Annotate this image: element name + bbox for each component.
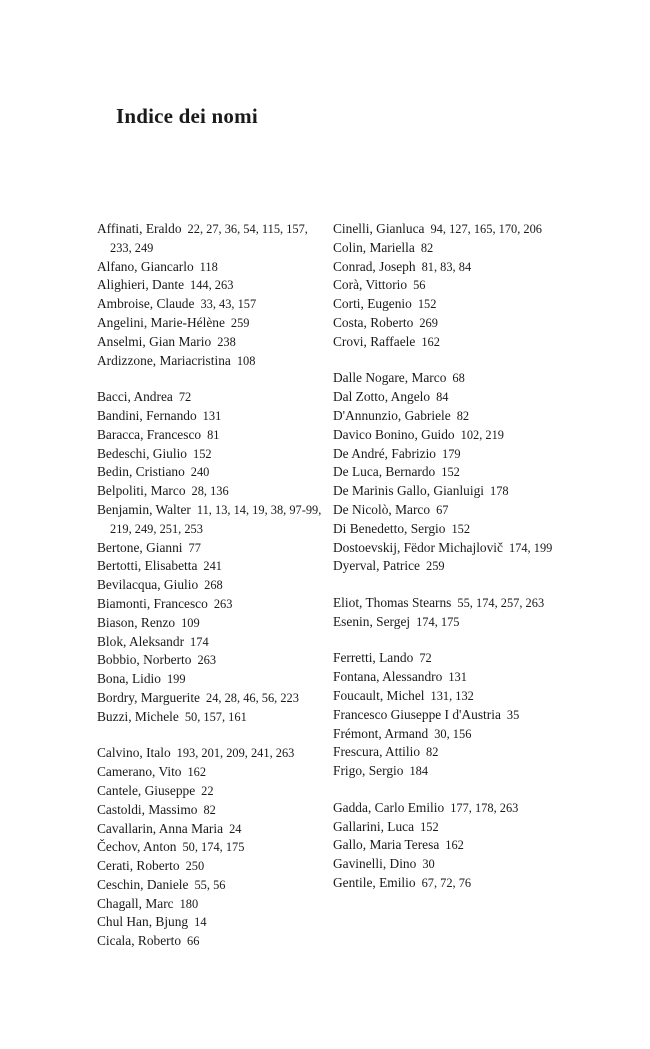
entry-pages: 14 xyxy=(194,915,207,930)
index-entry xyxy=(97,744,327,763)
entry-name: De Nicolò, Marco xyxy=(333,501,431,517)
entry-pages: 67, 72, 76 xyxy=(421,875,472,890)
entry-name: Anselmi, Gian Mario xyxy=(97,333,212,349)
entry-pages: 108 xyxy=(236,353,256,368)
index-entry xyxy=(97,220,327,258)
entry-name: Bedin, Cristiano xyxy=(97,464,185,480)
entry-pages: 131 xyxy=(202,408,222,423)
entry-pages: 28, 136 xyxy=(191,484,229,499)
index-entry xyxy=(97,314,327,333)
index-entry xyxy=(333,295,563,314)
entry-name: Di Benedetto, Sergio xyxy=(333,520,446,536)
index-entry xyxy=(97,407,327,426)
index-entry xyxy=(97,463,327,482)
index-entry xyxy=(97,913,327,932)
entry-name: Ceschin, Daniele xyxy=(97,876,189,892)
entry-name: Costa, Roberto xyxy=(333,314,414,330)
index-entry xyxy=(97,689,327,708)
entry-name: Gentile, Emilio xyxy=(333,874,416,890)
index-entry xyxy=(333,818,563,837)
index-entry xyxy=(333,762,563,781)
index-entry xyxy=(97,576,327,595)
entry-pages: 55, 174, 257, 263 xyxy=(457,595,545,610)
entry-pages: 174, 175 xyxy=(416,614,460,629)
entry-name: Francesco Giuseppe I d'Austria xyxy=(333,706,501,722)
entry-pages: 193, 201, 209, 241, 263 xyxy=(176,746,295,761)
entry-name: Esenin, Sergej xyxy=(333,613,411,629)
index-entry xyxy=(333,649,563,668)
entry-pages: 102, 219 xyxy=(460,427,504,442)
entry-name: Cantele, Giuseppe xyxy=(97,782,196,798)
index-entry xyxy=(97,876,327,895)
index-letter-group xyxy=(97,388,327,726)
entry-name: Frescura, Attilio xyxy=(333,744,421,760)
entry-pages: 72 xyxy=(178,390,192,405)
index-entry xyxy=(333,258,563,277)
entry-name: De Luca, Bernardo xyxy=(333,464,436,480)
index-entry xyxy=(97,352,327,371)
entry-pages: 66 xyxy=(187,934,200,949)
entry-name: Cavallarin, Anna Maria xyxy=(97,820,224,836)
entry-name: Frémont, Armand xyxy=(333,725,429,741)
entry-pages: 250 xyxy=(185,859,205,874)
entry-name: Chul Han, Bjung xyxy=(97,914,189,930)
index-entry xyxy=(97,670,327,689)
index-entry xyxy=(333,725,563,744)
entry-pages: 174 xyxy=(190,634,209,649)
entry-pages: 162 xyxy=(421,334,440,349)
entry-pages: 263 xyxy=(197,653,217,668)
entry-name: Dostoevskij, Fëdor Michajlovič xyxy=(333,539,503,555)
entry-name: Belpoliti, Marco xyxy=(97,483,186,499)
index-entry xyxy=(97,614,327,633)
entry-name: Affinati, Eraldo xyxy=(97,221,182,236)
entry-pages: 50, 157, 161 xyxy=(184,709,247,724)
entry-pages: 94, 127, 165, 170, 206 xyxy=(430,222,542,236)
index-entry xyxy=(333,445,563,464)
entry-name: Dyerval, Patrice xyxy=(333,558,420,574)
index-letter-group xyxy=(333,220,563,352)
entry-pages: 180 xyxy=(179,896,199,911)
index-entry xyxy=(333,874,563,893)
entry-pages: 84 xyxy=(436,390,449,405)
entry-name: D'Annunzio, Gabriele xyxy=(333,407,451,423)
entry-name: Cerati, Roberto xyxy=(97,858,180,874)
index-entry xyxy=(333,836,563,855)
index-entry xyxy=(97,426,327,445)
index-entry xyxy=(97,633,327,652)
index-entry xyxy=(97,295,327,314)
entry-name: Buzzi, Michele xyxy=(97,708,179,724)
index-entry xyxy=(333,407,563,426)
index-entry xyxy=(333,314,563,333)
index-entry xyxy=(97,388,327,407)
index-entry xyxy=(333,463,563,482)
index-entry xyxy=(333,594,563,613)
entry-pages: 152 xyxy=(441,465,460,480)
entry-name: Conrad, Joseph xyxy=(333,258,416,274)
entry-name: Bevilacqua, Giulio xyxy=(97,577,199,593)
index-entry xyxy=(97,276,327,295)
entry-pages: 82 xyxy=(426,745,439,760)
entry-pages: 269 xyxy=(419,315,438,330)
index-entry xyxy=(333,706,563,725)
entry-pages: 268 xyxy=(204,578,223,593)
entry-name: Bacci, Andrea xyxy=(97,389,173,405)
index-entry xyxy=(333,482,563,501)
entry-pages: 33, 43, 157 xyxy=(200,297,257,312)
index-entry xyxy=(97,333,327,352)
entry-pages: 240 xyxy=(190,465,210,480)
entry-pages: 81, 83, 84 xyxy=(421,259,472,274)
entry-pages: 152 xyxy=(451,521,471,536)
index-entry xyxy=(97,445,327,464)
entry-name: Gavinelli, Dino xyxy=(333,856,417,872)
index-column-left xyxy=(97,220,327,969)
entry-name: Bordry, Marguerite xyxy=(97,689,201,705)
entry-name: Baracca, Francesco xyxy=(97,426,202,442)
entry-pages: 162 xyxy=(187,765,207,780)
index-entry xyxy=(97,482,327,501)
entry-pages: 77 xyxy=(188,540,201,555)
entry-name: Bobbio, Norberto xyxy=(97,652,192,668)
index-entry xyxy=(333,687,563,706)
index-letter-group xyxy=(333,594,563,632)
index-entry xyxy=(97,501,327,539)
entry-name: Bertone, Gianni xyxy=(97,539,183,555)
entry-name: Bedeschi, Giulio xyxy=(97,445,188,461)
entry-pages: 82 xyxy=(456,408,470,423)
index-letter-group xyxy=(97,744,327,951)
index-entry xyxy=(333,333,563,352)
entry-pages: 68 xyxy=(452,371,465,386)
index-entry xyxy=(333,369,563,388)
entry-pages: 179 xyxy=(442,446,461,461)
entry-pages: 131, 132 xyxy=(430,688,474,703)
entry-pages: 35 xyxy=(506,707,520,722)
entry-pages: 152 xyxy=(420,819,439,834)
entry-pages: 259 xyxy=(230,315,250,330)
entry-name: Alfano, Giancarlo xyxy=(97,258,194,274)
index-entry xyxy=(333,426,563,445)
index-entry xyxy=(97,595,327,614)
entry-pages: 24, 28, 46, 56, 223 xyxy=(206,690,299,705)
index-entry xyxy=(333,613,563,632)
entry-name: Ardizzone, Mariacristina xyxy=(97,352,231,368)
index-entry xyxy=(97,651,327,670)
entry-name: Biason, Renzo xyxy=(97,614,176,630)
index-entry xyxy=(333,239,563,258)
entry-name: Dal Zotto, Angelo xyxy=(333,389,431,405)
entry-name: Calvino, Italo xyxy=(97,745,171,761)
entry-pages: 11, 13, 14, 19, 38, 97-99, 219, 249, 251, 253 xyxy=(110,502,322,536)
index-entry xyxy=(97,708,327,727)
index-entry xyxy=(97,838,327,857)
entry-name: Bandini, Fernando xyxy=(97,407,197,423)
entry-pages: 184 xyxy=(409,764,429,779)
entry-pages: 67 xyxy=(436,502,449,517)
entry-name: Chagall, Marc xyxy=(97,895,174,911)
entry-pages: 55, 56 xyxy=(194,877,226,892)
entry-pages: 109 xyxy=(181,615,200,630)
entry-pages: 24 xyxy=(229,821,242,836)
index-entry xyxy=(333,799,563,818)
entry-name: Foucault, Michel xyxy=(333,687,425,703)
entry-pages: 144, 263 xyxy=(190,278,234,293)
entry-name: Ambroise, Claude xyxy=(97,296,195,312)
entry-name: Cinelli, Gianluca xyxy=(333,221,425,236)
entry-name: Gadda, Carlo Emilio xyxy=(333,799,445,815)
entry-pages: 81 xyxy=(207,427,220,442)
index-letter-group xyxy=(97,220,327,370)
entry-name: Benjamin, Walter xyxy=(97,501,191,517)
page-title: Indice dei nomi xyxy=(116,104,258,128)
entry-name: Bertotti, Elisabetta xyxy=(97,558,198,574)
index-entry xyxy=(333,539,563,558)
entry-name: Blok, Aleksandr xyxy=(97,633,185,649)
entry-name: Alighieri, Dante xyxy=(97,277,185,293)
index-letter-group xyxy=(333,799,563,893)
entry-pages: 118 xyxy=(199,259,218,274)
entry-name: Corti, Eugenio xyxy=(333,296,412,312)
entry-name: De Marinis Gallo, Gianluigi xyxy=(333,483,484,499)
index-entry xyxy=(97,539,327,558)
entry-name: Bona, Lidio xyxy=(97,671,161,687)
index-entry xyxy=(97,763,327,782)
entry-pages: 72 xyxy=(419,651,432,666)
entry-name: Corà, Vittorio xyxy=(333,277,408,293)
entry-pages: 177, 178, 263 xyxy=(450,800,519,815)
index-entry xyxy=(97,820,327,839)
index-entry xyxy=(333,501,563,520)
entry-name: Gallo, Maria Teresa xyxy=(333,837,440,853)
entry-name: Frigo, Sergio xyxy=(333,763,404,779)
entry-pages: 241 xyxy=(203,559,222,574)
index-entry xyxy=(333,668,563,687)
entry-name: Davico Bonino, Guido xyxy=(333,426,455,442)
entry-name: Fontana, Alessandro xyxy=(333,669,443,685)
entry-name: Colin, Mariella xyxy=(333,239,415,255)
index-entry xyxy=(97,557,327,576)
entry-pages: 56 xyxy=(413,278,426,293)
entry-pages: 30 xyxy=(422,857,435,872)
entry-pages: 199 xyxy=(166,672,186,687)
entry-name: Castoldi, Massimo xyxy=(97,801,198,817)
entry-pages: 178 xyxy=(490,484,509,499)
entry-name: Ferretti, Lando xyxy=(333,650,414,666)
index-entry xyxy=(97,258,327,277)
entry-pages: 82 xyxy=(203,802,216,817)
index-letter-group xyxy=(333,369,563,576)
index-entry xyxy=(333,743,563,762)
entry-pages: 50, 174, 175 xyxy=(182,840,245,855)
index-entry xyxy=(97,801,327,820)
index-entry xyxy=(97,782,327,801)
entry-pages: 152 xyxy=(417,297,437,312)
entry-name: Angelini, Marie-Hélène xyxy=(97,314,225,330)
entry-pages: 174, 199 xyxy=(508,540,553,555)
entry-name: Biamonti, Francesco xyxy=(97,595,208,611)
entry-name: Dalle Nogare, Marco xyxy=(333,370,447,386)
entry-pages: 162 xyxy=(445,838,464,853)
entry-pages: 22 xyxy=(201,783,214,798)
entry-name: Eliot, Thomas Stearns xyxy=(333,594,452,610)
index-entry xyxy=(97,857,327,876)
index-entry xyxy=(333,557,563,576)
entry-name: Cicala, Roberto xyxy=(97,933,182,949)
entry-name: Čechov, Anton xyxy=(97,839,177,855)
index-entry xyxy=(97,932,327,951)
index-entry xyxy=(333,855,563,874)
index-entry xyxy=(333,388,563,407)
index-entry xyxy=(333,276,563,295)
index-letter-group xyxy=(333,649,563,781)
entry-name: Crovi, Raffaele xyxy=(333,333,416,349)
entry-pages: 82 xyxy=(420,240,434,255)
entry-pages: 131 xyxy=(448,670,467,685)
entry-pages: 238 xyxy=(217,334,236,349)
index-column-right xyxy=(333,220,563,910)
entry-name: Gallarini, Luca xyxy=(333,818,415,834)
index-entry xyxy=(333,520,563,539)
entry-name: De André, Fabrizio xyxy=(333,445,437,461)
index-entry xyxy=(97,895,327,914)
entry-pages: 30, 156 xyxy=(434,726,472,741)
index-entry xyxy=(333,220,563,239)
entry-pages: 152 xyxy=(193,446,212,461)
entry-pages: 259 xyxy=(426,559,445,574)
entry-name: Camerano, Vito xyxy=(97,764,182,780)
entry-pages: 263 xyxy=(213,596,233,611)
entry-pages: 22, 27, 36, 54, 115, 157, 233, 249 xyxy=(110,222,308,255)
